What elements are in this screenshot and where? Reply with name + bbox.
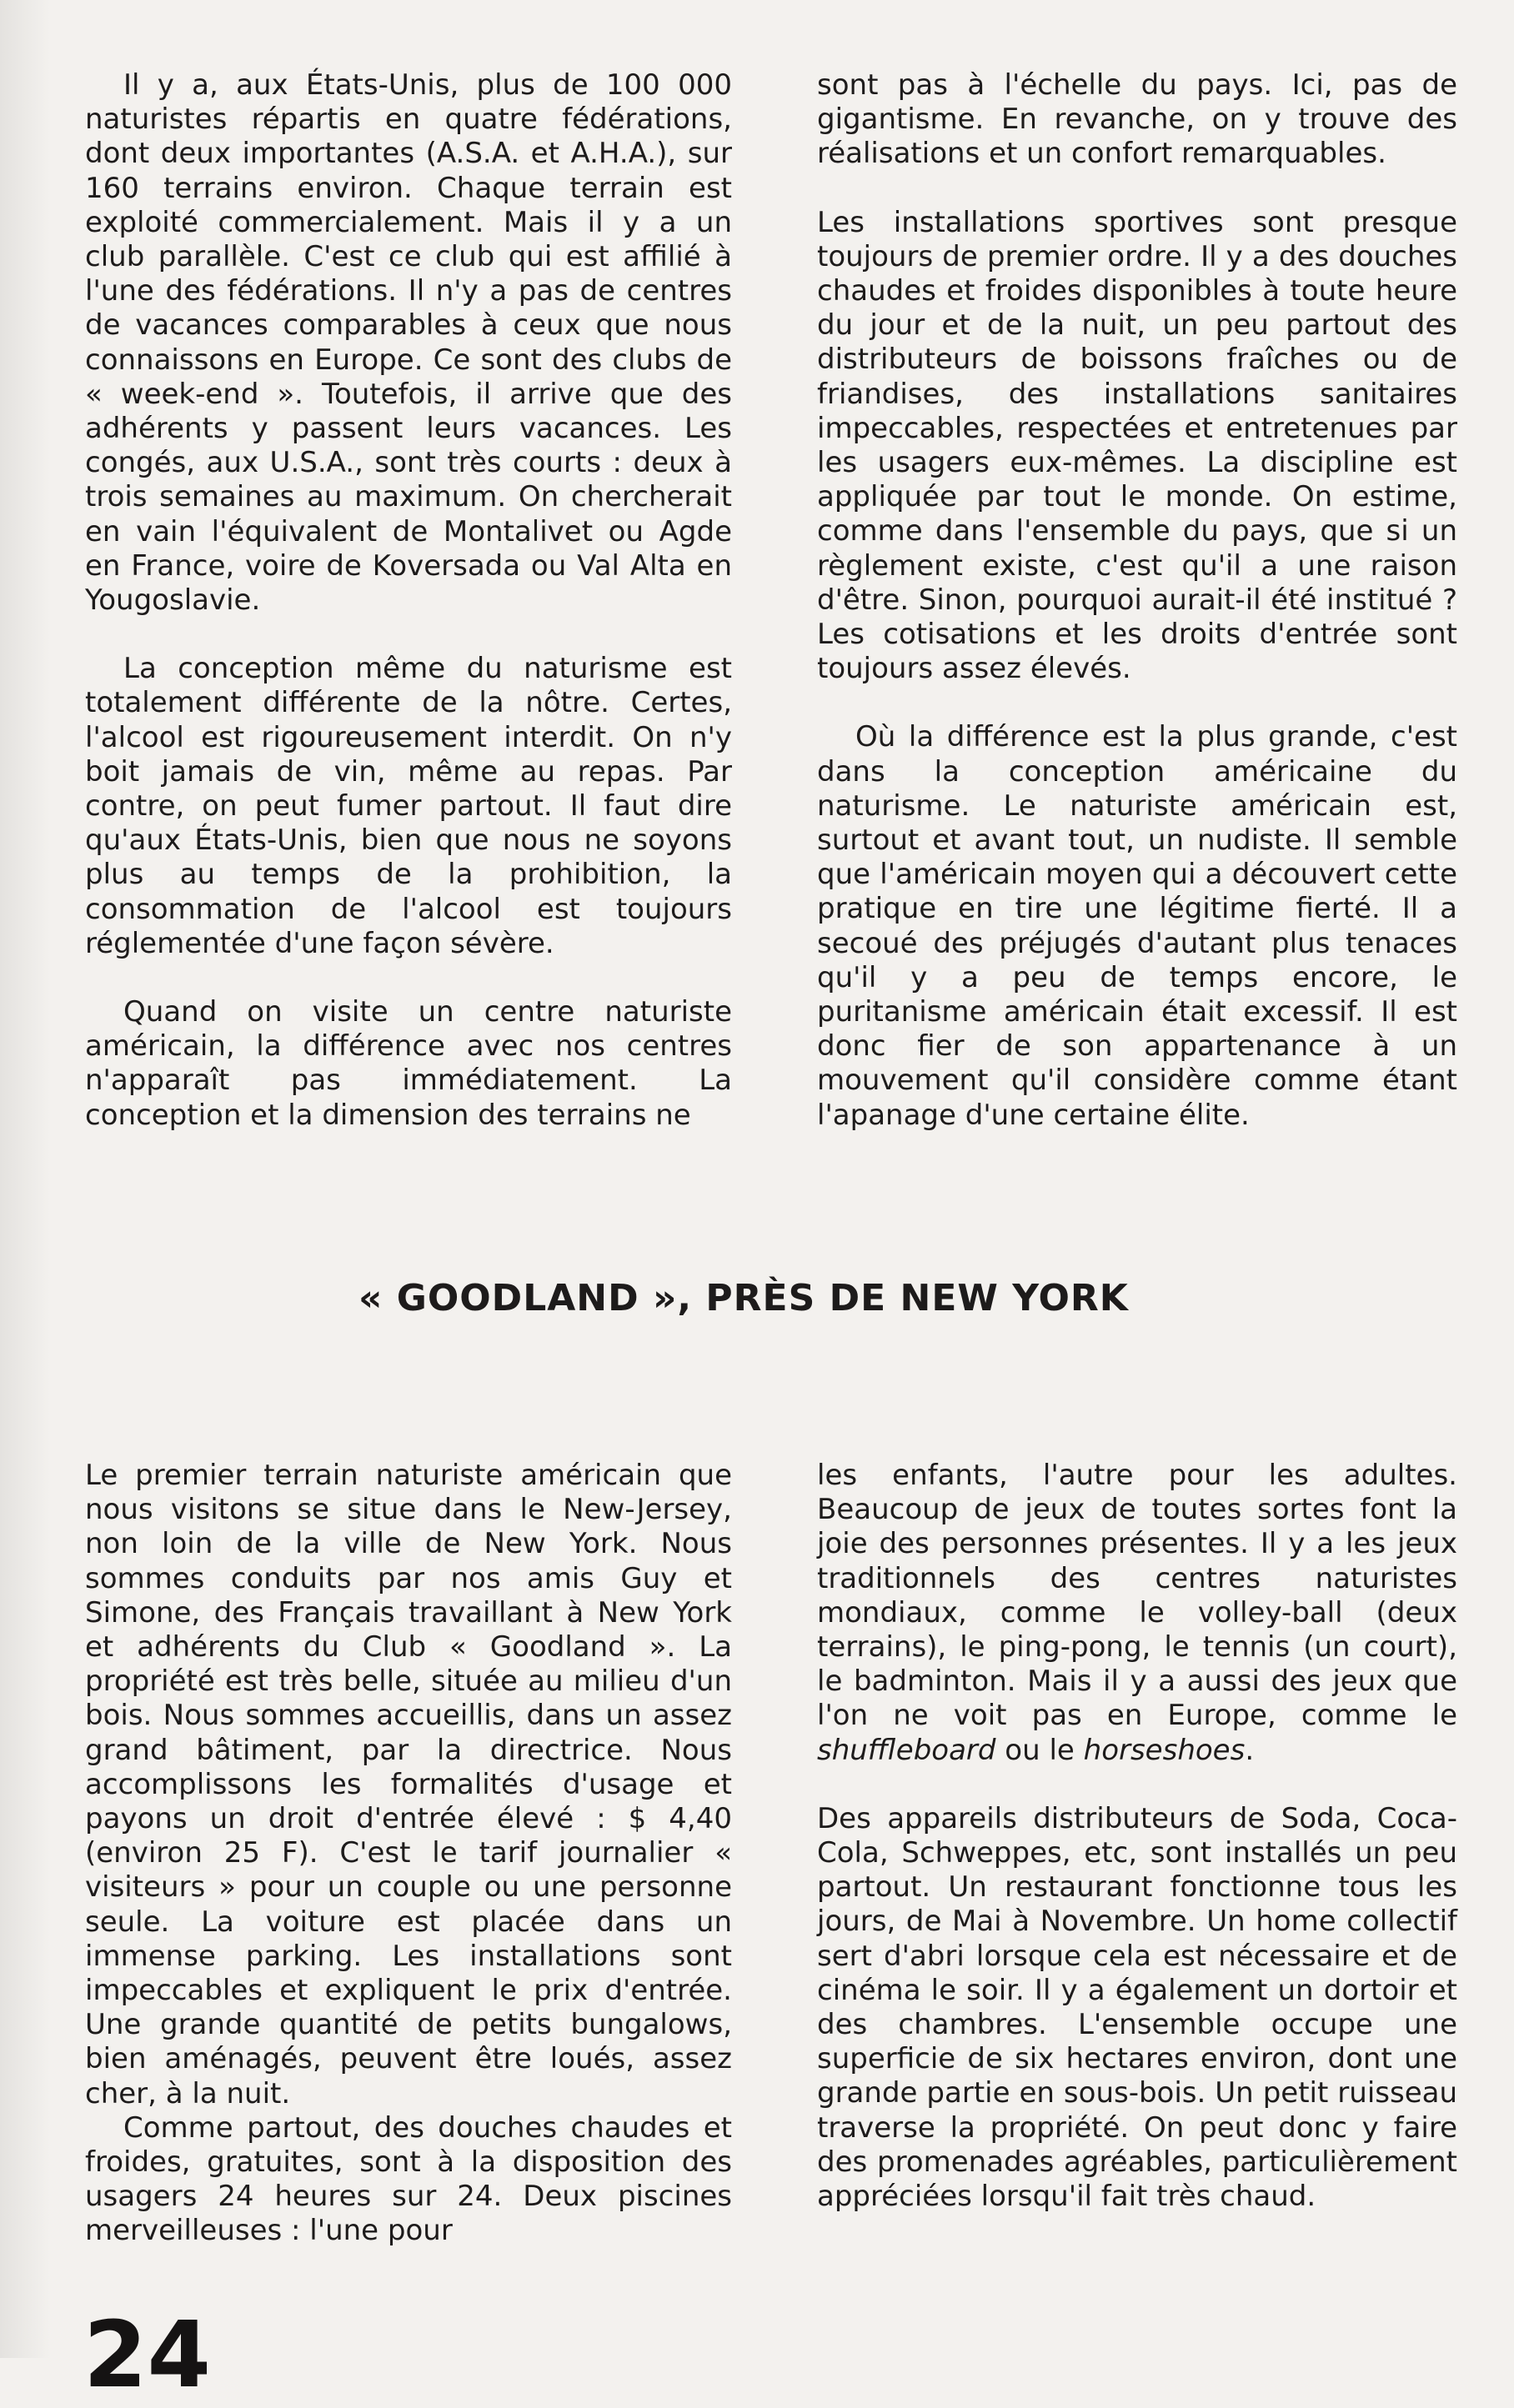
paragraph: Où la différence est la plus grande, c'est dans la conception américaine du naturisme. Le naturiste américain est, surtout et avant tout, un nudiste. Il semble que l'américain moyen qui a découvert cette pratique en tire une légitime fierté. Il a secoué des préjugés d'autant plus tenaces qu'il y a peu de temps encore, le puritanisme américain était excessif. Il est donc fier de son appartenance à un mouvement qu'il considère comme étant l'apanage d'une certaine élite.	[817, 720, 1457, 1132]
column-2	[817, 68, 1457, 1133]
page-number: 24	[83, 2301, 212, 2408]
section-heading: « GOODLAND », PRÈS DE NEW YORK	[358, 1277, 1129, 1319]
italic-term: horseshoes	[1083, 1733, 1246, 1767]
page-edge-shadow	[0, 0, 50, 2358]
column-4	[817, 1459, 1457, 2214]
column-1	[85, 68, 732, 1133]
column-3	[85, 1459, 732, 2249]
paragraph	[817, 1459, 1457, 1768]
text-run: .	[1245, 1733, 1255, 1767]
paragraph: Il y a, aux États-Unis, plus de 100 000 naturistes répartis en quatre fédérations, dont deux importantes (A.S.A. et A.H.A.), sur 160 terrains environ. Chaque terrain est exploité commercialement. Mais il y a un club parallèle. C'est ce club qui est affilié à l'une des fédérations. Il n'y a pas de centres de vacances comparables à ceux que nous connaissons en Europe. Ce sont des clubs de « week-end ». Toutefois, il arrive que des adhérents y passent leurs vacances. Les congés, aux U.S.A., sont très courts : deux à trois semaines au maximum. On chercherait en vain l'équivalent de Montalivet ou Agde en France, voire de Koversada ou Val Alta en Yougoslavie.	[85, 68, 732, 618]
paragraph: Le premier terrain naturiste américain que nous visitons se situe dans le New-Jersey, non loin de la ville de New York. Nous sommes conduits par nos amis Guy et Simone, des Français travaillant à New York et adhérents du Club « Goodland ». La propriété est très belle, située au milieu d'un bois. Nous sommes accueillis, dans un assez grand bâtiment, par la directrice. Nous accomplissons les formalités d'usage et payons un droit d'entrée élevé : $ 4,40 (environ 25 F). C'est le tarif journalier « visiteurs » pour un couple ou une personne seule. La voiture est placée dans un immense parking. Les installations sont impeccables et expliquent le prix d'entrée. Une grande quantité de petits bungalows, bien aménagés, peuvent être loués, assez cher, à la nuit.	[85, 1459, 732, 2110]
paragraph: sont pas à l'échelle du pays. Ici, pas de gigantisme. En revanche, on y trouve des réalisations et un confort remarquables.	[817, 68, 1457, 171]
text-run: ou le	[995, 1733, 1084, 1767]
paragraph: La conception même du naturisme est totalement différente de la nôtre. Certes, l'alcool est rigoureusement interdit. On n'y boit jamais de vin, même au repas. Par contre, on peut fumer partout. Il faut dire qu'aux États-Unis, bien que nous ne soyons plus au temps de la prohibition, la consommation de l'alcool est toujours réglementée d'une façon sévère.	[85, 652, 732, 960]
paragraph: Comme partout, des douches chaudes et froides, gratuites, sont à la disposition des usagers 24 heures sur 24. Deux piscines merveilleuses : l'une pour	[85, 2110, 732, 2248]
paragraph: Les installations sportives sont presque toujours de premier ordre. Il y a des douches chaudes et froides disponibles à toute heure du jour et de la nuit, un peu partout des distributeurs de boissons fraîches ou de friandises, des installations sanitaires impeccables, respectées et entretenues par les usagers eux-mêmes. La discipline est appliquée par tout le monde. On estime, comme dans l'ensemble du pays, que si un règlement existe, c'est qu'il a une raison d'être. Sinon, pourquoi aurait-il été institué ? Les cotisations et les droits d'entrée sont toujours assez élevés.	[817, 205, 1457, 686]
text-run: les enfants, l'autre pour les adultes. Beaucoup de jeux de toutes sortes font la joie des personnes présentes. Il y a les jeux traditionnels des centres naturistes mondiaux, comme le volley-ball (deux terrains), le ping-pong, le tennis (un court), le badminton. Mais il y a aussi des jeux que l'on ne voit pas en Europe, comme le	[817, 1459, 1457, 1733]
italic-term: shuffleboard	[817, 1733, 996, 1767]
paragraph: Des appareils distributeurs de Soda, Coca-Cola, Schweppes, etc, sont installés un peu partout. Un restaurant fonctionne tous les jours, de Mai à Novembre. Un home collectif sert d'abri lorsque cela est nécessaire et de cinéma le soir. Il y a également un dortoir et des chambres. L'ensemble occupe une superficie de six hectares environ, dont une grande partie en sous-bois. Un petit ruisseau traverse la propriété. On peut donc y faire des promenades agréables, particulièrement appréciées lorsqu'il fait très chaud.	[817, 1801, 1457, 2214]
paragraph: Quand on visite un centre naturiste américain, la différence avec nos centres n'apparaît pas immédiatement. La conception et la dimension des terrains ne	[85, 995, 732, 1132]
